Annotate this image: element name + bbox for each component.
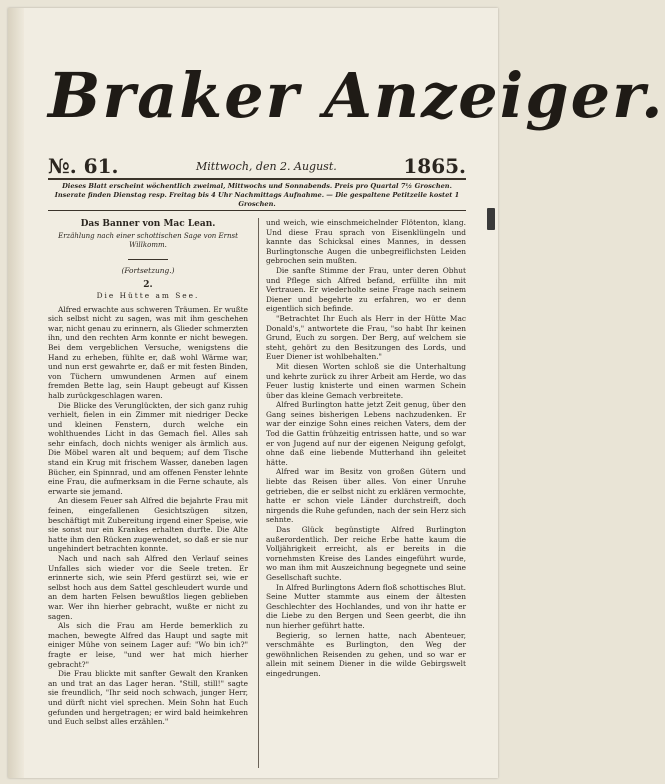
chapter-title: Die Hütte am See.	[96, 290, 200, 300]
header-rule-bottom	[48, 210, 466, 211]
header-rule-top	[48, 178, 466, 180]
paragraph: In Alfred Burlingtons Adern floß schottisches Blut. Seine Mutter stammte aus einem der ältesten Geschlechter des Hochlandes, und von ihr hatte er die Liebe zu den Bergen und Seen geerbt, die ihn nun hierher geführt hatte.	[266, 582, 466, 630]
column-right	[266, 218, 466, 768]
story-subtitle: Erzählung nach einer schottischen Sage von Ernst Willkomm.	[58, 231, 238, 250]
paragraph: Alfred erwachte aus schweren Träumen. Er wußte sich selbst nicht zu sagen, was mit ihm geschehen war, nicht genau zu erinnern, als Glieder schmerzten ihn, und den rechten Arm konnte er nicht bewegen. Bei dem vergeblichen Versuche, wenigstens die Hand zu erheben, fühlte er, daß wohl Wärme war, und nun erst gewahrte er, daß er mit festen Binden, von Tüchern umwundenen Armen auf einem fremden Bette lag, sein Haupt gebeugt auf Kissen halb zurückgeschlagen waren.	[48, 304, 248, 400]
column-left	[48, 218, 248, 768]
chapter-number: 2.	[143, 280, 153, 291]
paragraph: Mit diesen Worten schloß sie die Unterhaltung und kehrte zurück zu ihrer Arbeit am Herde, wo das Feuer lustig knisterte und einen warmen Schein über das kleine Gemach verbreitete.	[266, 361, 466, 400]
story-title: Das Banner von Mac Lean.	[80, 219, 216, 229]
paragraph: und weich, wie einschmeichelnder Flötenton, klang. Und diese Frau sprach von Eisenklüngeln und kannte das Schicksal eines Mannes, in dessen Burlingtonsche Augen die unbegreiflichsten Leiden gebrochen sein mußten.	[266, 218, 466, 266]
paragraph: Nach und nach sah Alfred den Verlauf seines Unfalles sich wieder vor die Seele treten. Er erinnerte sich, wie sein Pferd gestürzt sei, wie er selbst hoch aus dem Sattel geschleudert wurde und an dem harten Felsen bewußtlos liegen geblieben war. Wer ihn hierher gebracht, wußte er nicht zu sagen.	[48, 554, 248, 621]
paragraph: Alfred war im Besitz von großen Gütern und liebte das Reisen über alles. Von einer Unruhe getrieben, die er selbst nicht zu erklären vermochte, hatte er schon viele Länder durchstreift, doch nirgends die Ruhe gefunden, nach der sein Herz sich sehnte.	[266, 467, 466, 525]
issue-number: №. 61.	[48, 154, 119, 178]
paragraph: Die Blicke des Verunglückten, der sich ganz ruhig verhielt, fielen in ein Zimmer mit niedriger Decke und kleinen Fenstern, durch welche ein wohlthuendes Licht in das Gemach fiel. Alles sah sehr einfach, doch nichts weniger als ärmlich aus. Die Möbel waren alt und bequem; auf dem Tische stand ein Krug mit frischem Wasser, daneben lagen Bücher, ein Spinnrad, und am offenen Fenster lehnte eine Frau, die aufmerksam in die Ferne schaute, als erwarte sie jemand.	[48, 400, 248, 496]
binding-edge	[8, 8, 24, 778]
title-divider	[128, 259, 168, 260]
paragraph: Die Frau blickte mit sanfter Gewalt den Kranken an und trat an das Lager heran. "Still, still!" sagte sie freundlich, "Ihr seid noch schwach, junger Herr, und dürft nicht viel sprechen. Mein Sohn hat Euch gefunden und hergetragen; er wird bald heimkehren und Euch selbst alles erzählen."	[48, 669, 248, 727]
paragraph: Alfred Burlington hatte jetzt Zeit genug, über den Gang seines bisherigen Lebens nachzudenken. Er war der einzige Sohn eines reichen Vaters, dem der Tod die Gattin frühzeitig entrissen hatte, und so war er von Jugend auf nur der eigenen Neigung gefolgt, ohne daß eine liebende Mutterhand ihn geleitet hätte.	[266, 400, 466, 467]
paragraph: An diesem Feuer sah Alfred die bejahrte Frau mit feinen, eingefallenen Gesichtszügen sitzen, beschäftigt mit Zubereitung irgend einer Speise, wie sie sonst nur ein Krankes erhalten durfte. Die Alte hatte ihm den Rücken zugewendet, so daß er sie nur ungehindert betrachten konnte.	[48, 496, 248, 554]
issue-year: 1865.	[403, 154, 466, 178]
column-divider	[258, 218, 259, 768]
page-tab-marker	[487, 208, 495, 230]
issue-date: Mittwoch, den 2. August.	[196, 160, 337, 173]
paragraph: Als sich die Frau am Herde bemerklich zu machen, bewegte Alfred das Haupt und sagte mit einiger Mühe von seinem Lager auf: "Wo bin ich?" fragte er leise, "und wer hat mich hierher gebracht?"	[48, 621, 248, 669]
publication-notice: Dieses Blatt erscheint wöchentlich zweimal, Mittwochs und Sonnabends. Preis pro Quartal 7½ Groschen. Inserate finden Dienstag resp. Freitag bis 4 Uhr Nachmittags Aufnahme. — Die gespaltene Petitzeile kostet 1 Groschen.	[54, 182, 460, 208]
paragraph: "Betrachtet Ihr Euch als Herr in der Hütte Mac Donald's," antwortete die Frau, "so habt Ihr keinen Grund, Euch zu sorgen. Der Berg, auf welchem sie steht, gehört zu den Besitzungen des Lords, und Euer Diener ist wohlbehalten."	[266, 313, 466, 362]
paragraph: Begierig, so lernen hatte, nach Abenteuer, verschmähte es Burlington, den Weg der gewöhnlichen Reisenden zu gehen, und so war er allein mit seinem Diener in die wilde Gebirgswelt eingedrungen.	[266, 630, 466, 678]
paragraph: Das Glück begünstigte Alfred Burlington außerordentlich. Der reiche Erbe hatte kaum die Volljährigkeit erreicht, als er bereits in die vornehmsten Kreise des Landes eingeführt wurde, wo man ihm mit Auszeichnung begegnete und seine Gesellschaft suchte.	[266, 525, 466, 582]
issue-row	[48, 154, 466, 178]
masthead-title: Braker Anzeiger.	[48, 59, 665, 132]
newspaper-page	[8, 8, 665, 778]
continued-label: (Fortsetzung.)	[121, 265, 175, 275]
paragraph: Die sanfte Stimme der Frau, unter deren Obhut und Pflege sich Alfred befand, erfüllte ihn mit Vertrauen. Er wiederholte seine Frage nach seinem Diener und begehrte zu erfahren, wo er denn eigentlich sich befinde.	[266, 265, 466, 314]
